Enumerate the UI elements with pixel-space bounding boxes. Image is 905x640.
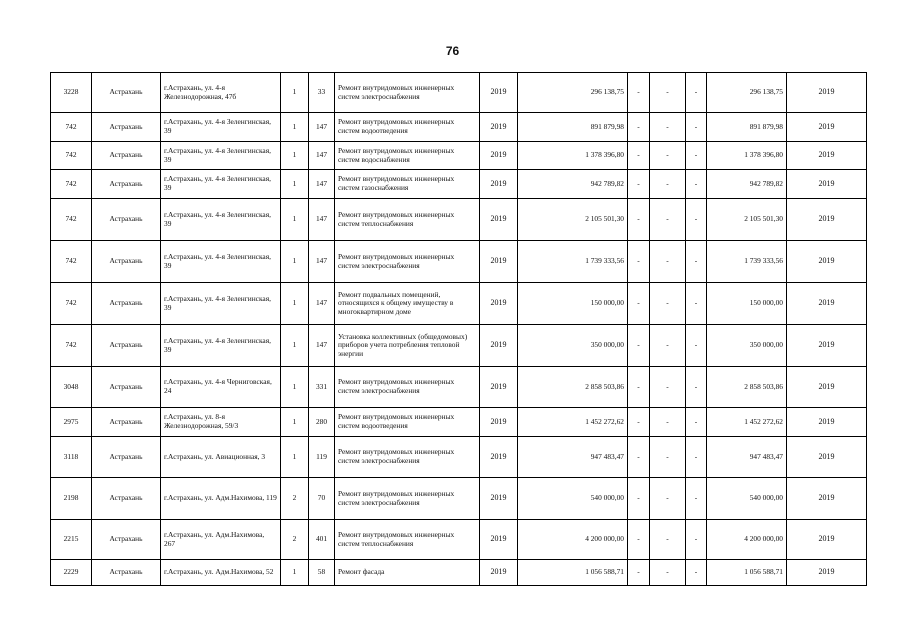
- total-cost-cell: 4 200 000,00: [707, 520, 787, 560]
- row-id-cell: 742: [51, 325, 92, 367]
- table-row: [51, 478, 867, 520]
- year-cell: 2019: [480, 283, 518, 325]
- dash-cell-1: -: [628, 283, 650, 325]
- work-type-cell: Ремонт внутридомовых инженерных систем электроснабжения: [335, 73, 480, 113]
- col4-cell: 1: [281, 367, 309, 408]
- table-row: [51, 520, 867, 560]
- col4-cell: 1: [281, 325, 309, 367]
- city-cell: Астрахань: [92, 170, 161, 199]
- col4-cell: 1: [281, 241, 309, 283]
- city-cell: Астрахань: [92, 478, 161, 520]
- col5-cell: 280: [309, 408, 335, 437]
- dash-cell-3: -: [686, 113, 707, 142]
- table-row: [51, 142, 867, 170]
- total-cost-cell: 947 483,47: [707, 437, 787, 478]
- row-id-cell: 2975: [51, 408, 92, 437]
- year-cell: 2019: [480, 142, 518, 170]
- address-cell: г.Астрахань, ул. 4-я Зеленгинская, 39: [161, 325, 281, 367]
- dash-cell-3: -: [686, 408, 707, 437]
- total-cost-cell: 296 138,75: [707, 73, 787, 113]
- total-cost-cell: 150 000,00: [707, 283, 787, 325]
- row-id-cell: 3048: [51, 367, 92, 408]
- total-cost-cell: 1 739 333,56: [707, 241, 787, 283]
- table-row: [51, 325, 867, 367]
- address-cell: г.Астрахань, ул. 4-я Зеленгинская, 39: [161, 283, 281, 325]
- year-cell: 2019: [480, 325, 518, 367]
- col5-cell: 70: [309, 478, 335, 520]
- cost-cell: 296 138,75: [518, 73, 628, 113]
- dash-cell-2: -: [650, 560, 686, 586]
- address-cell: г.Астрахань, ул. Адм.Нахимова, 267: [161, 520, 281, 560]
- total-cost-cell: 942 789,82: [707, 170, 787, 199]
- total-cost-cell: 350 000,00: [707, 325, 787, 367]
- dash-cell-3: -: [686, 283, 707, 325]
- cost-cell: 1 378 396,80: [518, 142, 628, 170]
- col5-cell: 58: [309, 560, 335, 586]
- row-id-cell: 2229: [51, 560, 92, 586]
- cost-cell: 540 000,00: [518, 478, 628, 520]
- completion-year-cell: 2019: [787, 520, 867, 560]
- work-type-cell: Установка коллективных (общедомовых) приборов учета потребления тепловой энергии: [335, 325, 480, 367]
- dash-cell-3: -: [686, 73, 707, 113]
- table-row: [51, 170, 867, 199]
- work-type-cell: Ремонт внутридомовых инженерных систем водоотведения: [335, 113, 480, 142]
- year-cell: 2019: [480, 520, 518, 560]
- dash-cell-3: -: [686, 478, 707, 520]
- completion-year-cell: 2019: [787, 170, 867, 199]
- col5-cell: 33: [309, 73, 335, 113]
- year-cell: 2019: [480, 437, 518, 478]
- col4-cell: 1: [281, 73, 309, 113]
- work-type-cell: Ремонт внутридомовых инженерных систем теплоснабжения: [335, 199, 480, 241]
- cost-cell: 4 200 000,00: [518, 520, 628, 560]
- page-number: 76: [445, 44, 460, 58]
- city-cell: Астрахань: [92, 367, 161, 408]
- cost-cell: 891 879,98: [518, 113, 628, 142]
- table-row: [51, 199, 867, 241]
- dash-cell-3: -: [686, 170, 707, 199]
- dash-cell-1: -: [628, 367, 650, 408]
- address-cell: г.Астрахань, ул. 4-я Зеленгинская, 39: [161, 113, 281, 142]
- table-row: [51, 560, 867, 586]
- cost-cell: 1 452 272,62: [518, 408, 628, 437]
- dash-cell-2: -: [650, 73, 686, 113]
- work-type-cell: Ремонт внутридомовых инженерных систем водоснабжения: [335, 142, 480, 170]
- city-cell: Астрахань: [92, 113, 161, 142]
- table-row: [51, 283, 867, 325]
- dash-cell-3: -: [686, 367, 707, 408]
- address-cell: г.Астрахань, ул. 4-я Зеленгинская, 39: [161, 142, 281, 170]
- cost-cell: 1 739 333,56: [518, 241, 628, 283]
- dash-cell-2: -: [650, 241, 686, 283]
- address-cell: г.Астрахань, ул. 8-я Железнодорожная, 59/3: [161, 408, 281, 437]
- col5-cell: 119: [309, 437, 335, 478]
- dash-cell-3: -: [686, 437, 707, 478]
- dash-cell-1: -: [628, 199, 650, 241]
- total-cost-cell: 540 000,00: [707, 478, 787, 520]
- total-cost-cell: 2 858 503,86: [707, 367, 787, 408]
- address-cell: г.Астрахань, ул. 4-я Железнодорожная, 47б: [161, 73, 281, 113]
- city-cell: Астрахань: [92, 437, 161, 478]
- work-type-cell: Ремонт внутридомовых инженерных систем электроснабжения: [335, 437, 480, 478]
- cost-cell: 2 105 501,30: [518, 199, 628, 241]
- table-row: [51, 113, 867, 142]
- work-type-cell: Ремонт внутридомовых инженерных систем водоотведения: [335, 408, 480, 437]
- address-cell: г.Астрахань, ул. 4-я Черниговская, 24: [161, 367, 281, 408]
- row-id-cell: 742: [51, 283, 92, 325]
- col4-cell: 1: [281, 142, 309, 170]
- table-row: [51, 437, 867, 478]
- cost-cell: 2 858 503,86: [518, 367, 628, 408]
- completion-year-cell: 2019: [787, 73, 867, 113]
- dash-cell-1: -: [628, 113, 650, 142]
- year-cell: 2019: [480, 113, 518, 142]
- year-cell: 2019: [480, 408, 518, 437]
- table-row: [51, 408, 867, 437]
- work-type-cell: Ремонт внутридомовых инженерных систем теплоснабжения: [335, 520, 480, 560]
- dash-cell-2: -: [650, 478, 686, 520]
- completion-year-cell: 2019: [787, 408, 867, 437]
- dash-cell-2: -: [650, 325, 686, 367]
- city-cell: Астрахань: [92, 73, 161, 113]
- row-id-cell: 2215: [51, 520, 92, 560]
- table-row: [51, 241, 867, 283]
- dash-cell-3: -: [686, 142, 707, 170]
- completion-year-cell: 2019: [787, 325, 867, 367]
- col4-cell: 2: [281, 478, 309, 520]
- row-id-cell: 742: [51, 170, 92, 199]
- total-cost-cell: 891 879,98: [707, 113, 787, 142]
- completion-year-cell: 2019: [787, 113, 867, 142]
- completion-year-cell: 2019: [787, 478, 867, 520]
- total-cost-cell: 1 056 588,71: [707, 560, 787, 586]
- row-id-cell: 3118: [51, 437, 92, 478]
- dash-cell-1: -: [628, 142, 650, 170]
- dash-cell-1: -: [628, 478, 650, 520]
- city-cell: Астрахань: [92, 325, 161, 367]
- row-id-cell: 742: [51, 113, 92, 142]
- dash-cell-1: -: [628, 170, 650, 199]
- year-cell: 2019: [480, 367, 518, 408]
- dash-cell-1: -: [628, 73, 650, 113]
- completion-year-cell: 2019: [787, 241, 867, 283]
- dash-cell-1: -: [628, 520, 650, 560]
- cost-cell: 350 000,00: [518, 325, 628, 367]
- work-type-cell: Ремонт внутридомовых инженерных систем газоснабжения: [335, 170, 480, 199]
- city-cell: Астрахань: [92, 241, 161, 283]
- dash-cell-1: -: [628, 560, 650, 586]
- completion-year-cell: 2019: [787, 437, 867, 478]
- col4-cell: 1: [281, 113, 309, 142]
- cost-cell: 1 056 588,71: [518, 560, 628, 586]
- col5-cell: 147: [309, 170, 335, 199]
- dash-cell-2: -: [650, 170, 686, 199]
- col5-cell: 401: [309, 520, 335, 560]
- row-id-cell: 742: [51, 142, 92, 170]
- dash-cell-2: -: [650, 437, 686, 478]
- col5-cell: 147: [309, 199, 335, 241]
- col5-cell: 147: [309, 283, 335, 325]
- dash-cell-2: -: [650, 199, 686, 241]
- dash-cell-1: -: [628, 325, 650, 367]
- city-cell: Астрахань: [92, 520, 161, 560]
- address-cell: г.Астрахань, ул. 4-я Зеленгинская, 39: [161, 199, 281, 241]
- repair-schedule-table: [50, 72, 867, 586]
- col5-cell: 147: [309, 142, 335, 170]
- dash-cell-2: -: [650, 408, 686, 437]
- work-type-cell: Ремонт подвальных помещений, относящихся к общему имуществу в многоквартирном доме: [335, 283, 480, 325]
- city-cell: Астрахань: [92, 283, 161, 325]
- dash-cell-1: -: [628, 241, 650, 283]
- address-cell: г.Астрахань, ул. 4-я Зеленгинская, 39: [161, 170, 281, 199]
- col4-cell: 1: [281, 199, 309, 241]
- completion-year-cell: 2019: [787, 142, 867, 170]
- work-type-cell: Ремонт внутридомовых инженерных систем электроснабжения: [335, 367, 480, 408]
- address-cell: г.Астрахань, ул. 4-я Зеленгинская, 39: [161, 241, 281, 283]
- address-cell: г.Астрахань, ул. Авиационная, 3: [161, 437, 281, 478]
- year-cell: 2019: [480, 170, 518, 199]
- completion-year-cell: 2019: [787, 283, 867, 325]
- col5-cell: 147: [309, 113, 335, 142]
- year-cell: 2019: [480, 478, 518, 520]
- dash-cell-3: -: [686, 325, 707, 367]
- cost-cell: 942 789,82: [518, 170, 628, 199]
- row-id-cell: 742: [51, 199, 92, 241]
- table-body: [51, 73, 867, 586]
- col4-cell: 1: [281, 170, 309, 199]
- dash-cell-2: -: [650, 367, 686, 408]
- row-id-cell: 2198: [51, 478, 92, 520]
- dash-cell-2: -: [650, 520, 686, 560]
- table-row: [51, 367, 867, 408]
- row-id-cell: 742: [51, 241, 92, 283]
- year-cell: 2019: [480, 73, 518, 113]
- cost-cell: 150 000,00: [518, 283, 628, 325]
- total-cost-cell: 2 105 501,30: [707, 199, 787, 241]
- dash-cell-3: -: [686, 241, 707, 283]
- col5-cell: 147: [309, 241, 335, 283]
- city-cell: Астрахань: [92, 142, 161, 170]
- dash-cell-2: -: [650, 113, 686, 142]
- col4-cell: 1: [281, 283, 309, 325]
- dash-cell-3: -: [686, 520, 707, 560]
- col5-cell: 331: [309, 367, 335, 408]
- completion-year-cell: 2019: [787, 560, 867, 586]
- dash-cell-2: -: [650, 283, 686, 325]
- year-cell: 2019: [480, 560, 518, 586]
- work-type-cell: Ремонт внутридомовых инженерных систем электроснабжения: [335, 241, 480, 283]
- city-cell: Астрахань: [92, 560, 161, 586]
- completion-year-cell: 2019: [787, 367, 867, 408]
- city-cell: Астрахань: [92, 199, 161, 241]
- col4-cell: 1: [281, 437, 309, 478]
- table-row: [51, 73, 867, 113]
- dash-cell-3: -: [686, 560, 707, 586]
- total-cost-cell: 1 378 396,80: [707, 142, 787, 170]
- dash-cell-3: -: [686, 199, 707, 241]
- work-type-cell: Ремонт внутридомовых инженерных систем электроснабжения: [335, 478, 480, 520]
- address-cell: г.Астрахань, ул. Адм.Нахимова, 52: [161, 560, 281, 586]
- row-id-cell: 3228: [51, 73, 92, 113]
- dash-cell-1: -: [628, 408, 650, 437]
- city-cell: Астрахань: [92, 408, 161, 437]
- work-type-cell: Ремонт фасада: [335, 560, 480, 586]
- year-cell: 2019: [480, 241, 518, 283]
- dash-cell-1: -: [628, 437, 650, 478]
- completion-year-cell: 2019: [787, 199, 867, 241]
- col4-cell: 2: [281, 520, 309, 560]
- col4-cell: 1: [281, 408, 309, 437]
- address-cell: г.Астрахань, ул. Адм.Нахимова, 119: [161, 478, 281, 520]
- year-cell: 2019: [480, 199, 518, 241]
- col5-cell: 147: [309, 325, 335, 367]
- col4-cell: 1: [281, 560, 309, 586]
- total-cost-cell: 1 452 272,62: [707, 408, 787, 437]
- dash-cell-2: -: [650, 142, 686, 170]
- cost-cell: 947 483,47: [518, 437, 628, 478]
